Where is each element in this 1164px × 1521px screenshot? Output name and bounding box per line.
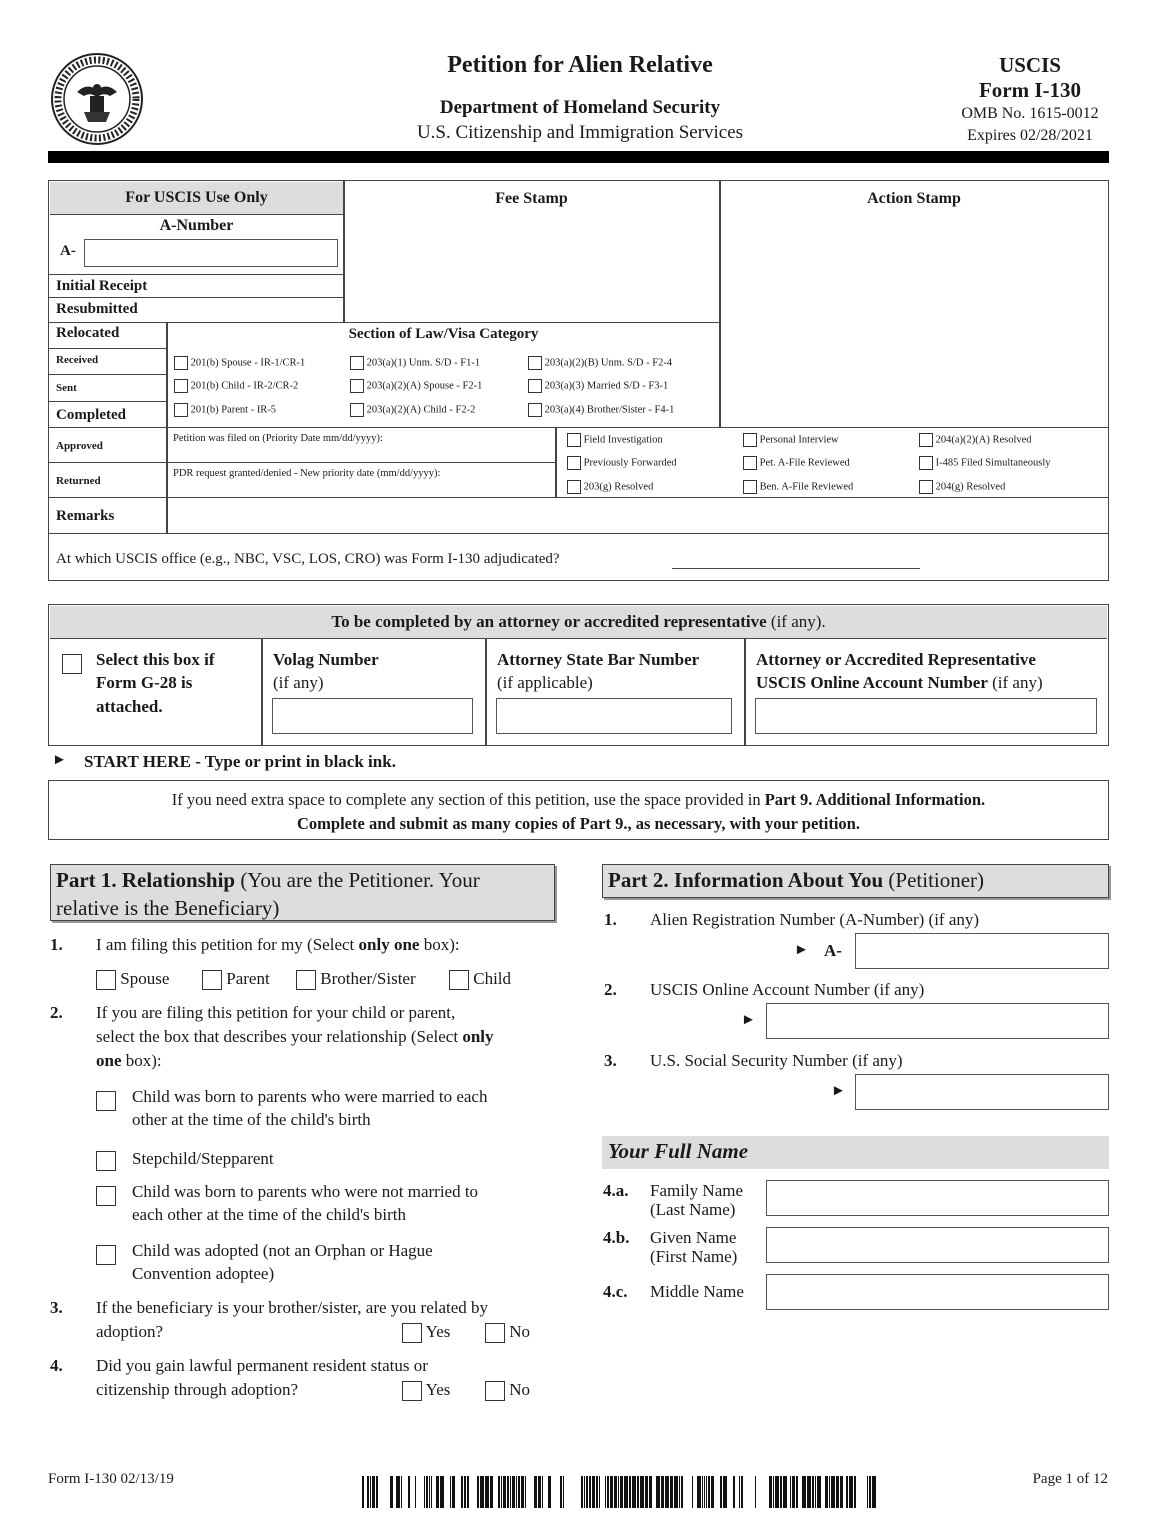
p2-q1-number: 1. (604, 910, 617, 929)
q3-number: 3. (50, 1298, 63, 1317)
q3-text-line1: If the beneficiary is your brother/sister, are you related by (96, 1298, 489, 1317)
review-check[interactable]: Ben. A-File Reviewed (743, 480, 853, 494)
ssn-question: U.S. Social Security Number (if any) (650, 1051, 903, 1070)
family-name-input[interactable] (766, 1180, 1109, 1216)
family-name-number: 4.a. (603, 1181, 629, 1200)
middle-name-number: 4.c. (603, 1282, 628, 1301)
part1-header: Part 1. Relationship (You are the Petitioner. Your relative is the Beneficiary) (50, 864, 555, 921)
review-check[interactable]: 203(g) Resolved (567, 480, 653, 494)
g28-label-line3: attached. (96, 697, 163, 716)
volag-sub: (if any) (273, 673, 324, 692)
adjudicated-office-line[interactable] (672, 568, 920, 569)
received-label: Received (56, 354, 99, 366)
form-number: Form I-130 (978, 78, 1082, 102)
category-option[interactable]: 203(a)(2)(B) Unm. S/D - F2-4 (528, 356, 672, 370)
dhs-seal-logo (50, 52, 144, 146)
q3-no-option[interactable]: No (485, 1322, 530, 1343)
action-stamp-label: Action Stamp (867, 190, 961, 207)
ssn-input[interactable] (855, 1074, 1109, 1110)
child-relationship-option[interactable] (96, 1186, 116, 1206)
a-number-input[interactable] (84, 239, 338, 267)
p2-q2-number: 2. (604, 980, 617, 999)
omb-number: OMB No. 1615-0012 (961, 105, 1099, 122)
category-option[interactable]: 201(b) Parent - IR-5 (174, 403, 276, 417)
a-number-label: A-Number (159, 217, 234, 234)
review-check[interactable]: Pet. A-File Reviewed (743, 456, 850, 470)
volag-label: Volag Number (273, 650, 379, 669)
online-account-label1: Attorney or Accredited Representative (756, 650, 1036, 669)
adjudicated-office-question: At which USCIS office (e.g., NBC, VSC, LOS, CRO) was Form I-130 adjudicated? (56, 551, 560, 567)
review-check[interactable]: I-485 Filed Simultaneously (919, 456, 1051, 470)
pdr-label: PDR request granted/denied - New priority date (mm/dd/yyyy): (173, 468, 441, 479)
relationship-option-child[interactable]: Child (449, 969, 511, 990)
agency-name: U.S. Citizenship and Immigration Services (416, 122, 744, 143)
child-relationship-option[interactable] (96, 1151, 116, 1171)
a-number-question: Alien Registration Number (A-Number) (if any) (650, 910, 980, 929)
completed-label: Completed (56, 407, 126, 423)
extra-space-notice: If you need extra space to complete any section of this petition, use the space provided in Part 9. Additional Information. Complete and submit as many copies of Part 9., as necessary, with your petition. (48, 780, 1109, 840)
q1-text: I am filing this petition for my (Select only one box): (96, 935, 460, 954)
relocated-label: Relocated (56, 325, 120, 341)
child-relationship-option[interactable] (96, 1245, 116, 1265)
category-option[interactable]: 203(a)(1) Unm. S/D - F1-1 (350, 356, 480, 370)
uscis-label: USCIS (999, 53, 1061, 77)
a-prefix-label: A- (824, 941, 842, 960)
q3-yes-option[interactable]: Yes (402, 1322, 450, 1343)
family-name-label: Family Name (Last Name) (650, 1181, 744, 1219)
part2-header: Part 2. Information About You (Petitioner) (602, 864, 1109, 898)
attorney-title: To be completed by an attorney or accredited representative (if any). (50, 606, 1107, 639)
arrow-icon: ► (794, 942, 809, 958)
g28-checkbox[interactable] (62, 654, 82, 674)
relationship-option-spouse[interactable]: Spouse (96, 969, 169, 990)
q2-text-line1: If you are filing this petition for your child or parent, (96, 1003, 456, 1022)
q2-number: 2. (50, 1003, 63, 1022)
online-account-label2: USCIS Online Account Number (if any) (756, 673, 1043, 692)
q4-text-line1: Did you gain lawful permanent resident status or (96, 1356, 428, 1375)
q2-text-line3: one box): (96, 1051, 162, 1070)
review-check[interactable]: Personal Interview (743, 433, 839, 447)
category-option[interactable]: 201(b) Child - IR-2/CR-2 (174, 379, 298, 393)
middle-name-label: Middle Name (650, 1282, 744, 1301)
attorney-online-account-input[interactable] (755, 698, 1097, 734)
remarks-label: Remarks (56, 508, 115, 524)
relationship-option-parent[interactable]: Parent (202, 969, 270, 990)
page-number: Page 1 of 12 (1032, 1471, 1108, 1487)
volag-number-input[interactable] (272, 698, 473, 734)
expiration-date: Expires 02/28/2021 (967, 127, 1093, 144)
sent-label: Sent (56, 382, 77, 394)
given-name-number: 4.b. (603, 1228, 630, 1247)
fee-stamp-label: Fee Stamp (495, 190, 568, 207)
g28-label-line2: Form G-28 is (96, 673, 193, 692)
bar-number-input[interactable] (496, 698, 732, 734)
q1-number: 1. (50, 935, 63, 954)
online-account-question: USCIS Online Account Number (if any) (650, 980, 925, 999)
q4-yes-option[interactable]: Yes (402, 1380, 450, 1401)
relationship-option-sibling[interactable]: Brother/Sister (296, 969, 416, 990)
review-check[interactable]: 204(g) Resolved (919, 480, 1005, 494)
p2-q3-number: 3. (604, 1051, 617, 1070)
category-option[interactable]: 203(a)(4) Brother/Sister - F4-1 (528, 403, 674, 417)
review-check[interactable]: 204(a)(2)(A) Resolved (919, 433, 1032, 447)
full-name-section-title: Your Full Name (602, 1136, 1109, 1169)
department-name: Department of Homeland Security (439, 97, 721, 118)
g28-label-line1: Select this box if (96, 650, 215, 669)
review-check[interactable]: Field Investigation (567, 433, 663, 447)
q4-number: 4. (50, 1356, 63, 1375)
q4-text-line2: citizenship through adoption? (96, 1380, 299, 1399)
petitioner-online-account-input[interactable] (766, 1003, 1109, 1039)
middle-name-input[interactable] (766, 1274, 1109, 1310)
q2-text-line2: select the box that describes your relationship (Select only (96, 1027, 494, 1046)
arrow-icon: ► (741, 1012, 756, 1028)
approved-label: Approved (56, 440, 103, 452)
section-law-label: Section of Law/Visa Category (348, 326, 539, 342)
category-option[interactable]: 201(b) Spouse - IR-1/CR-1 (174, 356, 305, 370)
start-here-label: START HERE - Type or print in black ink. (84, 752, 396, 771)
category-option[interactable]: 203(a)(2)(A) Spouse - F2-1 (350, 379, 482, 393)
petitioner-a-number-input[interactable] (855, 933, 1109, 969)
form-title: Petition for Alien Relative (447, 52, 713, 78)
barcode (362, 1476, 880, 1508)
given-name-input[interactable] (766, 1227, 1109, 1263)
category-option[interactable]: 203(a)(2)(A) Child - F2-2 (350, 403, 475, 417)
bar-number-sub: (if applicable) (497, 673, 593, 692)
category-option[interactable]: 203(a)(3) Married S/D - F3-1 (528, 379, 668, 393)
initial-receipt-label: Initial Receipt (56, 278, 148, 294)
priority-date-label: Petition was filed on (Priority Date mm/dd/yyyy): (173, 433, 383, 444)
review-check[interactable]: Previously Forwarded (567, 456, 677, 470)
uscis-use-only-title: For USCIS Use Only (50, 182, 343, 215)
q3-text-line2: adoption? (96, 1322, 164, 1341)
header-rule (48, 151, 1109, 163)
child-relationship-option[interactable] (96, 1091, 116, 1111)
footer-form-edition: Form I-130 02/13/19 (48, 1471, 174, 1487)
a-prefix: A- (60, 243, 76, 259)
arrow-icon: ► (831, 1083, 846, 1099)
bar-number-label: Attorney State Bar Number (497, 650, 700, 669)
start-arrow-icon: ► (52, 752, 67, 768)
returned-label: Returned (56, 475, 101, 487)
q4-no-option[interactable]: No (485, 1380, 530, 1401)
given-name-label: Given Name (First Name) (650, 1228, 738, 1266)
resubmitted-label: Resubmitted (56, 301, 138, 317)
